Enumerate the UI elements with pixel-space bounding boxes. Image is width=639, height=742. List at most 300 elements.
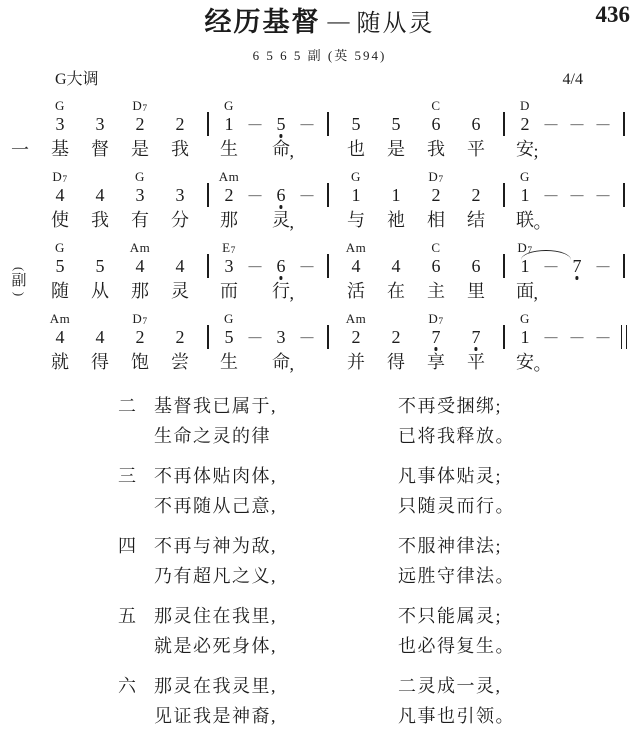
barline-slot (200, 326, 216, 348)
note-cell (268, 98, 294, 162)
duration-dash-cell (294, 169, 320, 233)
chord-label (80, 311, 120, 326)
lyric-slot (120, 206, 160, 233)
lyric-slot (320, 135, 336, 162)
lyric-char: 从 (91, 281, 109, 301)
note-slot (564, 113, 590, 135)
note-slot (160, 326, 200, 348)
lyric-slot (200, 277, 216, 304)
verse-text-right: 凡事体贴灵; (398, 466, 503, 486)
note-slot (268, 184, 294, 206)
lyric-slot (268, 135, 294, 162)
chord-label (590, 311, 616, 326)
chord-label: D (520, 98, 530, 113)
lyric-char: 平 (467, 352, 485, 372)
lyric-slot (590, 348, 616, 375)
note-number: 4 (55, 327, 65, 347)
note-slot (416, 113, 456, 135)
chord-label: C (431, 98, 441, 113)
lyric-char: 并 (347, 352, 365, 372)
note-number: 2 (351, 327, 361, 347)
chord-label: D7 (52, 169, 68, 185)
lyric-slot (590, 277, 616, 304)
note-slot (216, 113, 242, 135)
lyric-slot (616, 277, 632, 304)
chord-label (376, 311, 416, 326)
note-slot (242, 184, 268, 206)
lyric-char: 是 (131, 139, 149, 159)
note-slot (160, 184, 200, 206)
note-number: 2 (224, 185, 234, 205)
note-slot (456, 326, 496, 348)
note-number: 1 (520, 327, 530, 347)
note-number: 1 (520, 256, 530, 276)
chord-label (616, 311, 632, 326)
note-slot (416, 326, 456, 348)
note-number: 3 (55, 114, 65, 134)
chord-label (456, 98, 496, 113)
verse-text-right: 不再受捆绑; (398, 396, 503, 416)
lyric-slot (80, 277, 120, 304)
chord-label (590, 98, 616, 113)
verse-line (118, 392, 639, 422)
lyric-slot (40, 348, 80, 375)
verse-number (118, 562, 154, 592)
lyric-slot (120, 135, 160, 162)
chord-label: G (351, 169, 361, 184)
barline (207, 112, 209, 136)
lyric-char: 祂 (387, 210, 405, 230)
duration-dash: — (544, 187, 558, 202)
chord-label: G (224, 311, 234, 326)
note-number: 5 (224, 327, 234, 347)
lyric-slot (376, 135, 416, 162)
chord-label (590, 240, 616, 255)
page-header (0, 0, 639, 40)
duration-dash-cell (538, 311, 564, 375)
note-slot (242, 255, 268, 277)
lyric-char: 基 (51, 139, 69, 159)
chord-label: D7 (428, 169, 444, 185)
note-slot (120, 255, 160, 277)
key-signature: G大调 (55, 71, 99, 88)
chord-label: G (55, 240, 65, 255)
key-time-row (0, 70, 639, 89)
chord-label (160, 311, 200, 326)
note-number: 4 (55, 185, 65, 205)
note-slot (242, 326, 268, 348)
barline-slot (320, 113, 336, 135)
vertical-paren-close-icon: ) (12, 291, 27, 297)
chord-label (268, 311, 294, 326)
chord-seventh: 7 (438, 175, 444, 185)
chord-label (590, 169, 616, 184)
lyric-slot (268, 348, 294, 375)
note-slot (336, 255, 376, 277)
verse-text-left: 那灵在我灵里, (154, 676, 277, 696)
meter-info: 6 5 6 5 副 (英 594) (252, 48, 387, 63)
note-cell (160, 98, 200, 162)
lyric-slot (616, 206, 632, 233)
barline-cell (320, 311, 336, 375)
chord-label (538, 169, 564, 184)
lyric-char: 有 (131, 210, 149, 230)
barline (327, 325, 329, 349)
barline-cell (616, 240, 632, 304)
note-number: 7 (471, 327, 481, 347)
note-cell (160, 311, 200, 375)
verse-text-left: 乃有超凡之义, (154, 565, 277, 586)
barline-cell (616, 169, 632, 233)
verse-line (118, 702, 639, 732)
lyric-char: 也 (347, 139, 365, 159)
verse (118, 672, 639, 731)
note-slot (294, 184, 320, 206)
verse-text-left: 基督我已属于, (154, 396, 277, 416)
duration-dash-cell (538, 169, 564, 233)
barline-cell (616, 98, 632, 162)
final-barline (626, 325, 628, 349)
lyric-slot (242, 348, 268, 375)
chord-seventh: 7 (62, 175, 68, 185)
lyric-char: 在 (387, 281, 405, 301)
note-cell (456, 311, 496, 375)
lyric-char: 分 (171, 210, 189, 230)
line-prefix (6, 240, 40, 304)
barline (327, 183, 329, 207)
barline-slot (616, 255, 632, 277)
note-cell (216, 240, 242, 304)
hymn-title-main: 经历基督 (204, 7, 321, 37)
note-cell (120, 98, 160, 162)
note-slot (590, 113, 616, 135)
lyric-slot (456, 206, 496, 233)
lyric-slot (336, 277, 376, 304)
barline-slot (616, 113, 632, 135)
chord-label: Am (129, 240, 151, 255)
lyric-slot (512, 206, 552, 233)
duration-dash-cell (294, 240, 320, 304)
chord-label (294, 98, 320, 113)
chord-label (376, 169, 416, 184)
chord-label: D7 (132, 98, 148, 114)
chord-label (242, 98, 268, 113)
note-number: 6 (471, 114, 481, 134)
lyric-slot (320, 206, 336, 233)
note-cell (80, 98, 120, 162)
note-number: 2 (431, 185, 441, 205)
note-cell (268, 240, 294, 304)
lyric-char: 是 (387, 139, 405, 159)
lyric-char: 而 (220, 281, 238, 301)
note-number: 4 (95, 327, 105, 347)
note-cell (120, 240, 160, 304)
duration-dash: — (300, 258, 314, 273)
lyric-slot (216, 348, 242, 375)
note-slot (512, 326, 538, 348)
verse-line (118, 672, 639, 702)
duration-dash: — (544, 258, 558, 273)
note-cell (456, 240, 496, 304)
duration-dash-cell (590, 98, 616, 162)
lyric-punctuation: ; (533, 141, 539, 161)
note-number: 6 (276, 256, 286, 276)
verse-line (118, 562, 639, 592)
music-notation (0, 98, 639, 375)
lyric-slot (376, 348, 416, 375)
note-number: 4 (391, 256, 401, 276)
note-cell (268, 311, 294, 375)
lyric-slot (616, 348, 632, 375)
chord-label: E7 (222, 240, 236, 256)
lyric-slot (294, 277, 320, 304)
verse-number: 五 (118, 606, 137, 626)
lyric-slot (496, 206, 512, 233)
verse-number: 三 (118, 466, 137, 486)
note-number: 4 (175, 256, 185, 276)
note-slot (538, 326, 564, 348)
verse-text-left: 不再随从己意, (154, 495, 277, 516)
lyric-slot (242, 206, 268, 233)
chord-label: Am (49, 311, 71, 326)
note-number: 1 (351, 185, 361, 205)
lyric-slot (616, 135, 632, 162)
lyric-char: 命 (272, 139, 290, 159)
chord-label (242, 240, 268, 255)
note-slot (80, 113, 120, 135)
barline-cell (320, 240, 336, 304)
lyric-slot (564, 277, 590, 304)
music-line (6, 311, 639, 375)
lyric-slot (376, 206, 416, 233)
barline-cell (200, 311, 216, 375)
note-slot (456, 113, 496, 135)
barline-slot (496, 326, 512, 348)
note-slot (216, 326, 242, 348)
line-prefix (6, 311, 40, 375)
verse-number: 六 (118, 676, 137, 696)
barline-cell (496, 169, 512, 233)
note-slot (416, 255, 456, 277)
barline-cell (320, 98, 336, 162)
lyric-char: 活 (347, 281, 365, 301)
note-cell (120, 311, 160, 375)
duration-dash-cell (590, 240, 616, 304)
lyric-slot (120, 277, 160, 304)
lyric-slot (268, 206, 294, 233)
verse-line (118, 602, 639, 632)
lyric-char: 灵 (171, 281, 189, 301)
music-line (6, 98, 639, 162)
barline-cell (200, 169, 216, 233)
barline (327, 112, 329, 136)
lyric-slot (160, 348, 200, 375)
note-number: 3 (224, 256, 234, 276)
note-number: 2 (135, 327, 145, 347)
lyric-punctuation: 。 (533, 212, 552, 232)
vertical-paren-open-icon: ( (12, 266, 27, 272)
chord-label: C (431, 240, 441, 255)
chord-label (456, 169, 496, 184)
note-number: 2 (471, 185, 481, 205)
lyric-slot (200, 135, 216, 162)
chord-label (80, 98, 120, 113)
note-number: 6 (431, 114, 441, 134)
note-slot (376, 255, 416, 277)
note-cell (512, 98, 538, 162)
barline (207, 254, 209, 278)
note-slot (512, 184, 538, 206)
line-prefix (6, 98, 40, 162)
lyric-slot (538, 348, 564, 375)
chord-label (160, 169, 200, 184)
music-line (6, 240, 639, 304)
note-slot (242, 113, 268, 135)
note-number: 2 (175, 114, 185, 134)
chord-label: G (135, 169, 145, 184)
duration-dash: — (248, 187, 262, 202)
lyric-char: 我 (91, 210, 109, 230)
verse-number (118, 492, 154, 522)
lyric-slot (456, 277, 496, 304)
lyric-slot (416, 135, 456, 162)
lyric-slot (160, 206, 200, 233)
lyric-slot (242, 135, 268, 162)
lyric-slot (200, 348, 216, 375)
chord-label (160, 240, 200, 255)
note-slot (294, 326, 320, 348)
note-cell (268, 169, 294, 233)
lyric-slot (80, 348, 120, 375)
verse (118, 602, 639, 661)
lyric-char: 就 (51, 352, 69, 372)
chord-label (376, 240, 416, 255)
lyric-slot (200, 206, 216, 233)
lyric-slot (294, 348, 320, 375)
note-slot (120, 184, 160, 206)
lyric-char: 平 (467, 139, 485, 159)
lyric-slot (294, 135, 320, 162)
note-number: 3 (95, 114, 105, 134)
lyric-punctuation: , (533, 283, 538, 303)
note-cell (80, 169, 120, 233)
note-number: 3 (135, 185, 145, 205)
note-slot (564, 326, 590, 348)
note-cell (376, 169, 416, 233)
note-cell (216, 98, 242, 162)
lyric-char: 与 (347, 210, 365, 230)
chord-seventh: 7 (527, 246, 533, 256)
duration-dash-cell (294, 98, 320, 162)
barline-slot (320, 184, 336, 206)
hymn-title (0, 7, 639, 40)
note-slot (80, 184, 120, 206)
note-cell (376, 240, 416, 304)
barline-cell (320, 169, 336, 233)
note-number: 1 (391, 185, 401, 205)
lyric-slot (456, 135, 496, 162)
verse-text-left: 就是必死身体, (154, 635, 277, 656)
chord-label: G (520, 169, 530, 184)
chord-seventh: 7 (142, 104, 148, 114)
verse-line (118, 492, 639, 522)
lyric-slot (40, 277, 80, 304)
verse-number (118, 422, 154, 452)
final-barline-cell (616, 311, 632, 375)
lyric-slot (590, 135, 616, 162)
chord-label: G (55, 98, 65, 113)
lyric-slot (160, 135, 200, 162)
note-number: 2 (175, 327, 185, 347)
note-slot (538, 255, 564, 277)
note-slot (294, 113, 320, 135)
barline-slot (616, 184, 632, 206)
lyric-punctuation: , (289, 354, 294, 374)
note-cell (216, 311, 242, 375)
duration-dash: — (248, 116, 262, 131)
note-cell (216, 169, 242, 233)
note-number: 2 (520, 114, 530, 134)
chord-label (294, 169, 320, 184)
duration-dash-cell (242, 98, 268, 162)
lyric-slot (564, 206, 590, 233)
barline-slot (616, 326, 632, 348)
duration-dash-cell (538, 98, 564, 162)
verse-text-right: 不只能属灵; (398, 606, 503, 626)
note-number: 1 (224, 114, 234, 134)
note-slot (512, 255, 538, 277)
duration-dash: — (570, 116, 584, 131)
lyric-slot (456, 348, 496, 375)
chord-label (268, 240, 294, 255)
note-slot (590, 326, 616, 348)
final-barline (621, 325, 623, 349)
note-cell (376, 98, 416, 162)
note-cell (160, 169, 200, 233)
chord-label (80, 169, 120, 184)
duration-dash-cell (242, 311, 268, 375)
verse-text-left: 见证我是神裔, (154, 705, 277, 726)
chord-label (564, 98, 590, 113)
barline (623, 183, 625, 207)
lyric-slot (538, 277, 564, 304)
note-slot (456, 184, 496, 206)
duration-dash-cell (242, 169, 268, 233)
duration-dash-cell (564, 169, 590, 233)
chord-label (294, 240, 320, 255)
lyric-slot (512, 277, 538, 304)
lyric-slot (416, 277, 456, 304)
note-slot (456, 255, 496, 277)
duration-dash: — (248, 258, 262, 273)
chord-label: D7 (428, 311, 444, 327)
barline (503, 325, 505, 349)
lyric-slot (336, 135, 376, 162)
verse-text-right: 凡事也引领。 (398, 705, 515, 726)
note-slot (538, 113, 564, 135)
note-cell (416, 98, 456, 162)
note-slot (120, 113, 160, 135)
note-slot (40, 255, 80, 277)
note-cell (120, 169, 160, 233)
verse-text-right: 不服神律法; (398, 536, 503, 556)
note-slot (336, 184, 376, 206)
note-slot (564, 184, 590, 206)
lyric-slot (416, 206, 456, 233)
barline-cell (200, 240, 216, 304)
lyric-slot (242, 277, 268, 304)
barline-cell (496, 98, 512, 162)
